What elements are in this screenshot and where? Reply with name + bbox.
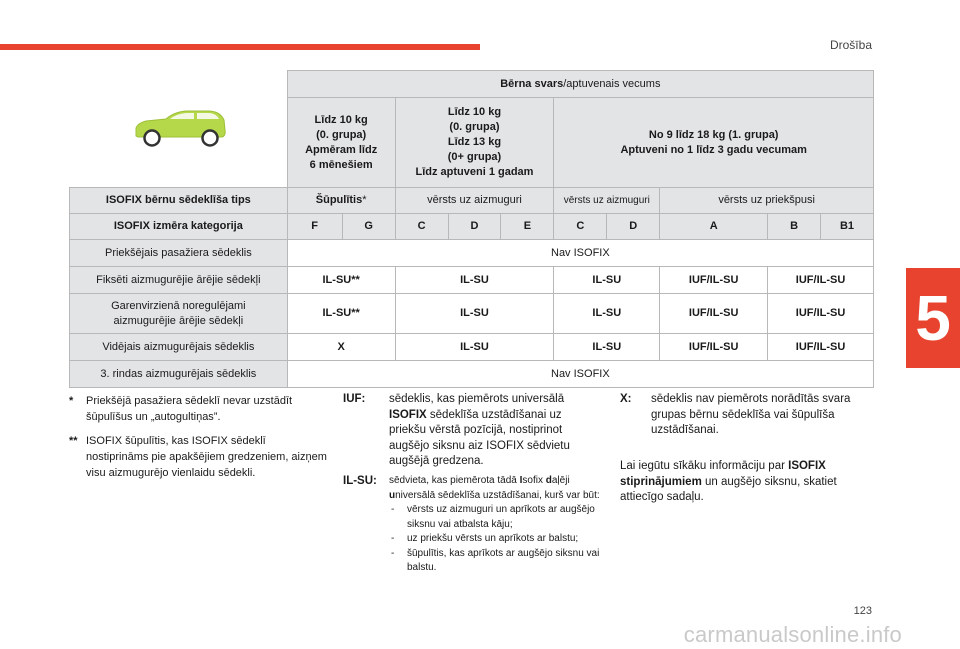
size-cell: B	[768, 214, 821, 240]
iuf-text: sēdeklis, kas piemērots universālā ISOFIX sēdeklīša uzstādīšanai uz priekšu vērstā pozīcijā, nostiprinot augšējo siksnu aiz ISOFIX sēdvietu augšējā gredzena.	[389, 393, 570, 467]
table-cell: IUF/IL-SU	[660, 294, 768, 334]
size-cell: D	[448, 214, 501, 240]
row-label-rear-center: Vidējais aizmugurējais sēdeklis	[70, 334, 288, 361]
iuf-definition: IUF: sēdeklis, kas piemērots universālā ISOFIX sēdeklīša uzstādīšanai uz priekšu vērstā pozīcijā, nostiprinot augšējo siksnu aiz ISOFIX sēdvietu augšējā gredzena.	[343, 392, 598, 470]
list-item: - vērsts uz aizmuguri un aprīkots ar augšējo siksnu vai atbalsta kāju;	[389, 503, 601, 532]
table-cell: Nav ISOFIX	[287, 361, 873, 388]
chapter-tab	[906, 268, 960, 368]
footnote-star: * Priekšējā pasažiera sēdeklī nevar uzstādīt šūpulīšus un „autogultiņas”.	[69, 395, 293, 423]
table-cell: IUF/IL-SU	[768, 267, 874, 294]
watermark: carmanualsonline.info	[683, 622, 902, 647]
chapter-number: 5	[915, 282, 951, 354]
group-1-header: No 9 līdz 18 kg (1. grupa) Aptuveni no 1 līdz 3 gadu vecumam	[554, 98, 874, 188]
table-cell: IUF/IL-SU	[660, 267, 768, 294]
group-0plus-header: Līdz 10 kg (0. grupa) Līdz 13 kg (0+ grupa) Līdz aptuveni 1 gadam	[395, 98, 554, 188]
table-cell: X	[287, 334, 395, 361]
table-cell: IL-SU	[395, 294, 554, 334]
table-cell: IUF/IL-SU	[660, 334, 768, 361]
table-cell: IUF/IL-SU	[768, 294, 874, 334]
table-cell: IL-SU	[395, 267, 554, 294]
table-cell: IL-SU	[554, 267, 660, 294]
footnote-double-star: ** ISOFIX šūpulītis, kas ISOFIX sēdeklī nostiprināms pie apakšējiem gredzeniem, aizņem visu aizmugurējo vienlaidu sēdekli.	[69, 435, 327, 479]
info-paragraph: Lai iegūtu sīkāku informāciju par ISOFIX stiprinājumiem un augšējo siksnu, skatiet attiecīgo sadaļu.	[620, 460, 837, 503]
size-cell: B1	[821, 214, 874, 240]
car-icon-cell	[70, 71, 288, 188]
size-cell: C	[554, 214, 607, 240]
size-label: ISOFIX izmēra kategorija	[70, 214, 288, 240]
row-label-fixed-rear-outer: Fiksēti aizmugurējie ārējie sēdekļi	[70, 267, 288, 294]
weight-header: Bērna svars/aptuvenais vecums	[287, 71, 873, 98]
group-0-header: Līdz 10 kg (0. grupa) Apmēram līdz 6 mēnešiem	[287, 98, 395, 188]
seat-type-cradle: Šūpulītis*	[287, 188, 395, 214]
size-cell: G	[342, 214, 395, 240]
list-item: - uz priekšu vērsts un aprīkots ar balstu;	[389, 532, 601, 547]
x-definition: X: sēdeklis nav piemērots norādītās svara grupas bērnu sēdeklīša vai šūpulīša uzstādīšanai.	[620, 393, 851, 436]
row-label-front-passenger: Priekšējais pasažiera sēdeklis	[70, 240, 288, 267]
ilsu-text: sēdvieta, kas piemērota tādā Isofix daļēji universālā sēdeklīša uzstādīšanai, kurš var būt: - vērsts uz aizmuguri un aprīkots ar augšējo siksnu vai atbalsta kāju; - uz priekšu vērsts un aprīkots ar balstu; - šūpulītis, kas aprīkots ar augšējo siksnu vai balstu.	[343, 474, 601, 576]
ilsu-definition: IL-SU: sēdvieta, kas piemērota tādā Isofix daļēji universālā sēdeklīša uzstādīšanai, kurš var būt: - vērsts uz aizmuguri un aprīkots ar augšējo siksnu vai atbalsta kāju; - uz priekšu vērsts un aprīkots ar balstu; - šūpulītis, kas aprīkots ar augšējo siksnu vai balstu.	[343, 474, 601, 576]
isofix-table	[69, 70, 874, 388]
table-cell: IUF/IL-SU	[768, 334, 874, 361]
seat-types-label: ISOFIX bērnu sēdeklīša tips	[70, 188, 288, 214]
table-cell: Nav ISOFIX	[287, 240, 873, 267]
section-title: Drošība	[829, 38, 872, 52]
table-cell: IL-SU**	[287, 294, 395, 334]
size-cell: C	[395, 214, 448, 240]
row-label-adjustable-rear-outer: Garenvirzienā noregulējami aizmugurējie ārējie sēdekļi	[70, 294, 288, 334]
size-cell: E	[501, 214, 554, 240]
size-cell: A	[660, 214, 768, 240]
page-number: 123	[853, 605, 872, 617]
table-cell: IL-SU	[395, 334, 554, 361]
size-cell: F	[287, 214, 342, 240]
table-cell: IL-SU	[554, 334, 660, 361]
accent-bar	[0, 44, 480, 50]
seat-type-forward-facing: vērsts uz priekšpusi	[660, 188, 874, 214]
table-cell: IL-SU	[554, 294, 660, 334]
seat-type-rear-facing: vērsts uz aizmuguri	[395, 188, 554, 214]
size-cell: D	[607, 214, 660, 240]
row-label-third-row: 3. rindas aizmugurējais sēdeklis	[70, 361, 288, 388]
seat-type-rear-facing-2: vērsts uz aizmuguri	[554, 188, 660, 214]
ilsu-list	[389, 503, 601, 576]
list-item: - šūpulītis, kas aprīkots ar augšējo siksnu vai balstu.	[389, 547, 601, 576]
table-cell: IL-SU**	[287, 267, 395, 294]
